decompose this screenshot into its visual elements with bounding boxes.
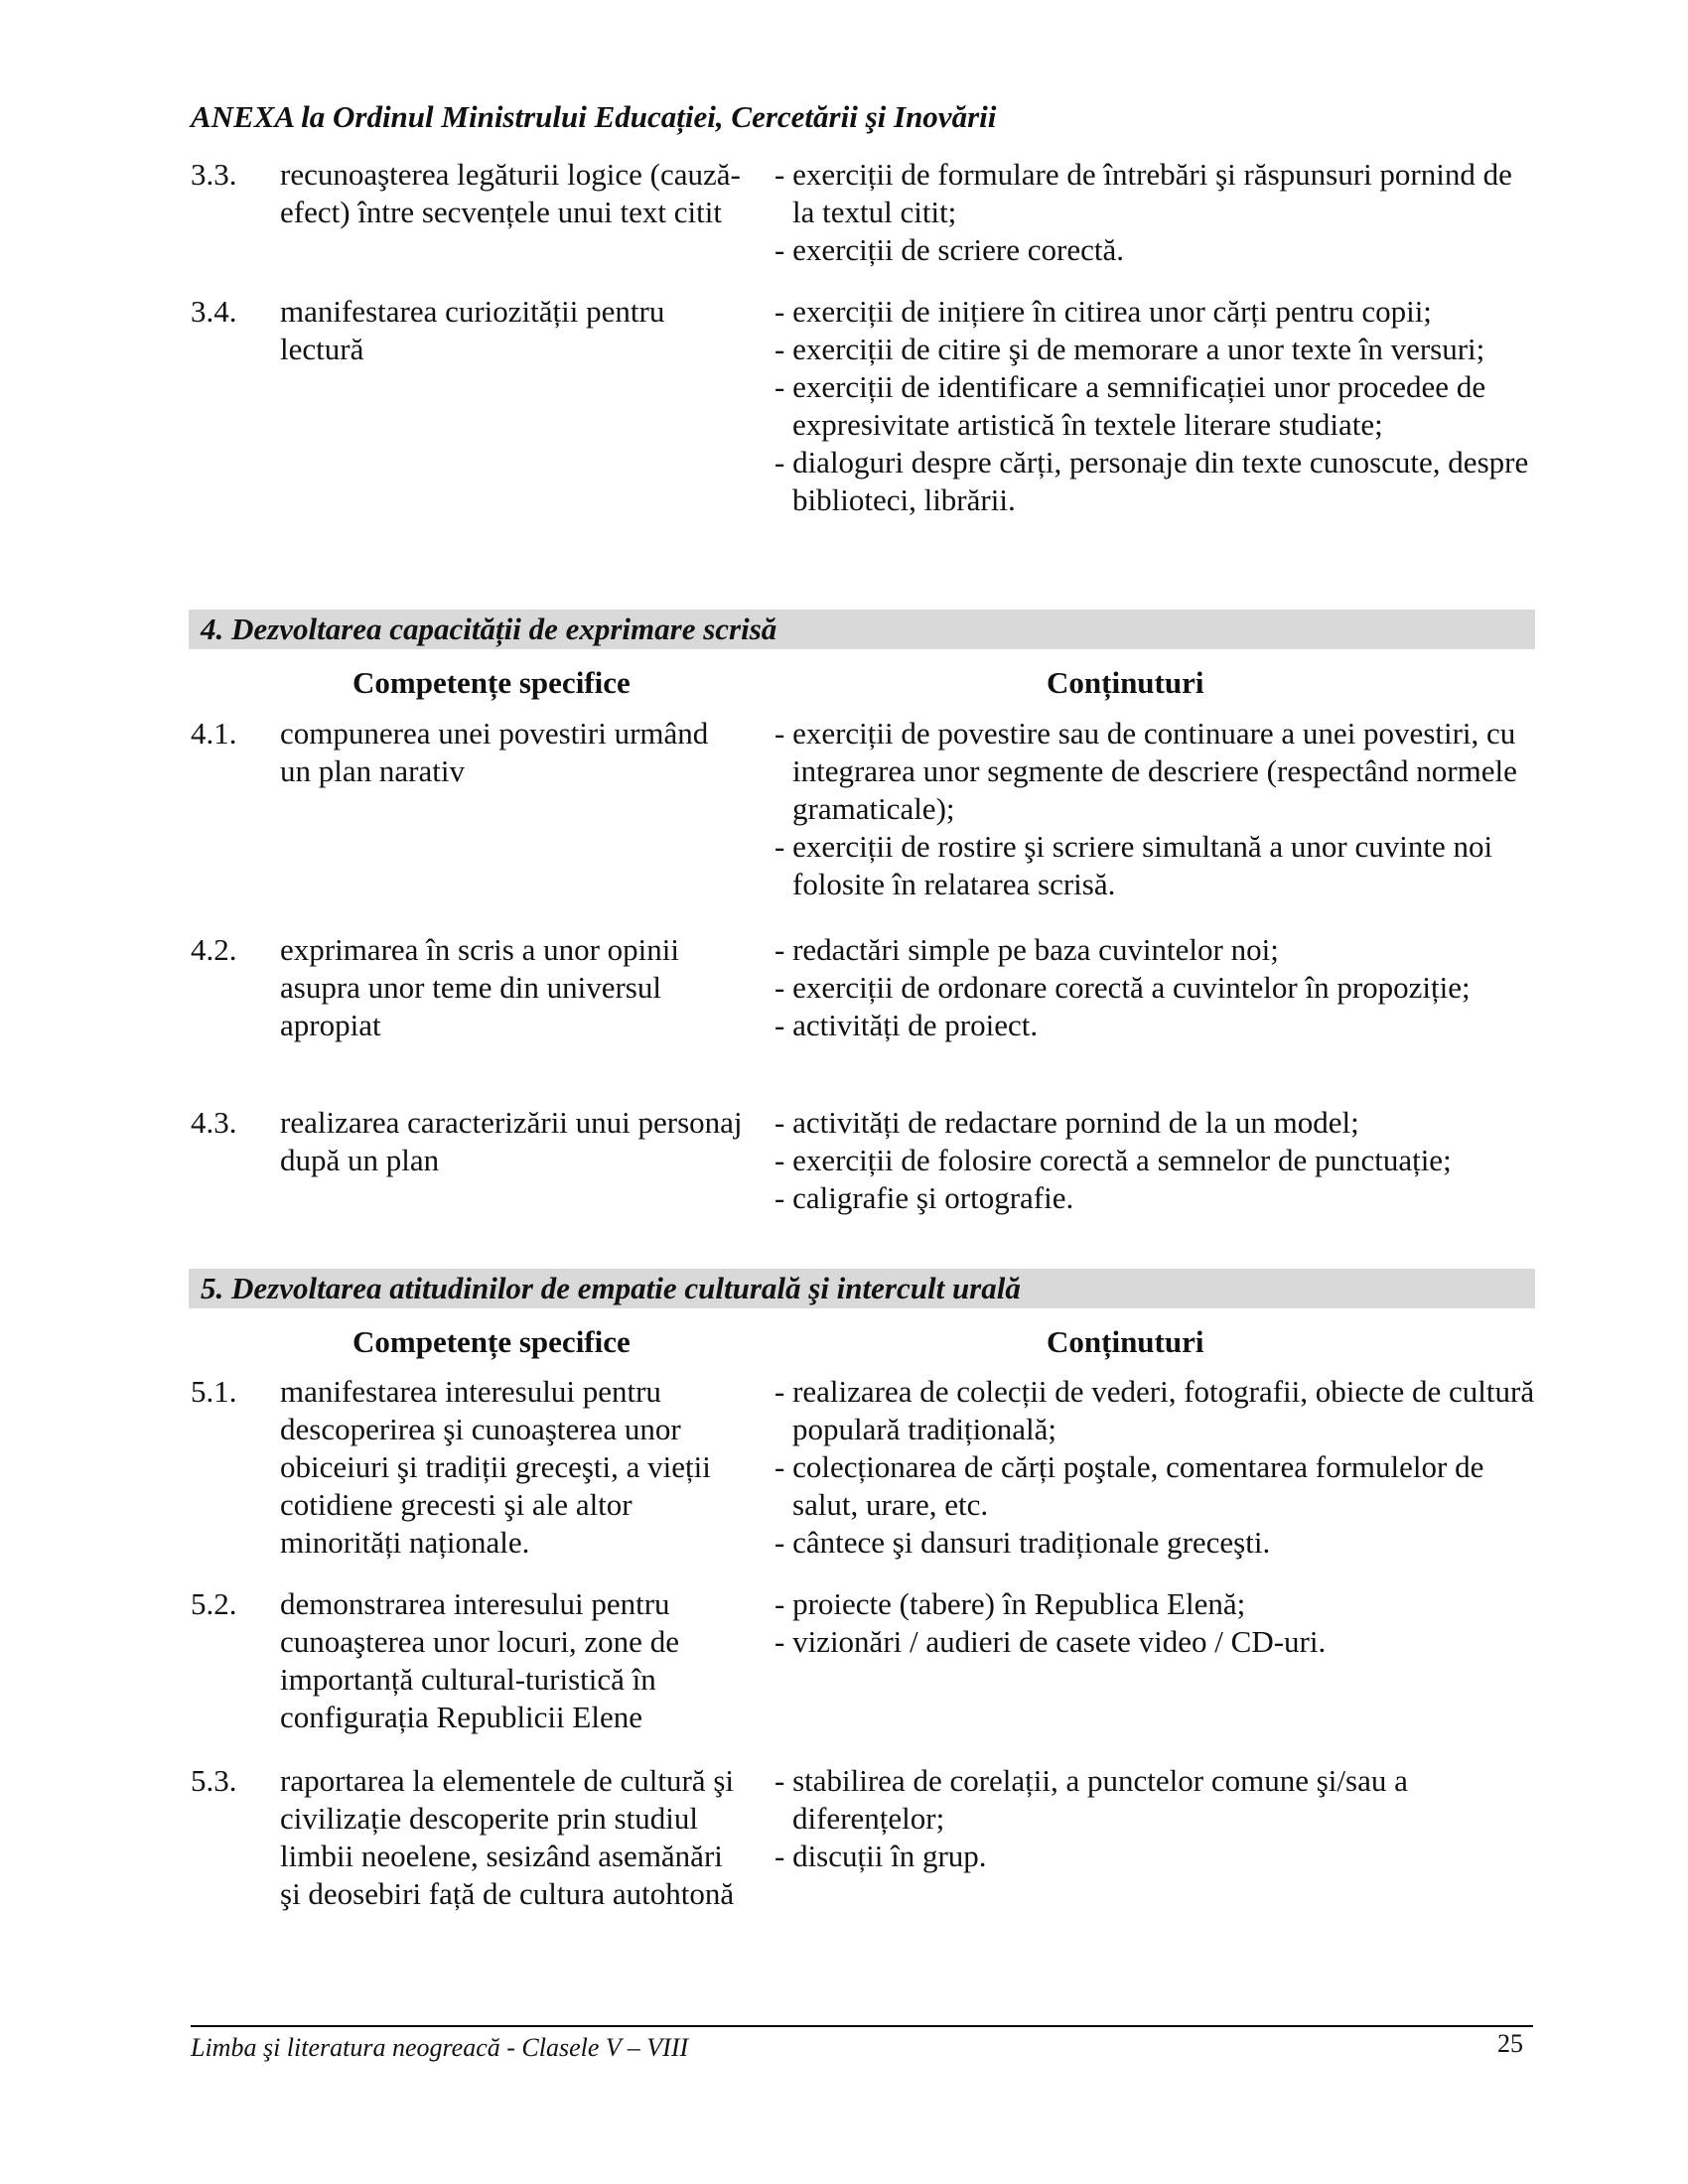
column-header-competence: Competențe specifice: [352, 665, 631, 700]
competence-text: manifestarea interesului pentru descoperirea şi cunoaşterea unor obiceiuri şi tradiții greceşti, a vieții cotidiene grecesti şi ale altor minorități naționale.: [280, 1374, 711, 1560]
table-row: [191, 1373, 1535, 1571]
row-number: 4.2.: [191, 932, 237, 967]
content-item: - colecționarea de cărți poştale, comentarea formulelor de salut, urare, etc.: [774, 1449, 1484, 1522]
content-item: - exerciții de folosire corectă a semnelor de punctuație;: [774, 1143, 1452, 1177]
contents-list: [774, 931, 1539, 1044]
content-item: - proiecte (tabere) în Republica Elenă;: [774, 1586, 1246, 1621]
content-item: - exerciții de ordonare corectă a cuvintelor în propoziție;: [774, 970, 1471, 1005]
page-header: ANEXA la Ordinul Ministrului Educației, Cercetării şi Inovării: [191, 99, 997, 134]
section-heading-bar: [189, 1269, 1535, 1308]
section-heading-bar: [189, 610, 1535, 649]
row-number: 3.4.: [191, 294, 237, 329]
column-header-competence: Competențe specifice: [352, 1324, 631, 1359]
content-item: - exerciții de scriere corectă.: [774, 232, 1124, 267]
content-item: - redactări simple pe baza cuvintelor noi;: [774, 932, 1279, 967]
content-item: - vizionări / audieri de casete video / CD-uri.: [774, 1624, 1327, 1659]
content-item: - cântece şi dansuri tradiționale greceşti.: [774, 1525, 1271, 1560]
contents-list: [774, 715, 1539, 903]
footer-divider: [191, 2025, 1533, 2027]
row-number: 4.3.: [191, 1105, 237, 1140]
table-row: [191, 715, 1531, 903]
table-row: [191, 293, 1531, 561]
competence-text: demonstrarea interesului pentru cunoaşterea unor locuri, zone de importanță cultural-turistică în configurația Republicii Elene: [280, 1586, 679, 1734]
table-row: [191, 931, 1531, 1045]
content-item: - realizarea de colecții de vederi, fotografii, obiecte de cultură populară tradițională;: [774, 1374, 1535, 1446]
content-item: - activități de redactare pornind de la un model;: [774, 1105, 1359, 1140]
content-item: - exerciții de citire şi de memorare a unor texte în versuri;: [774, 332, 1485, 366]
row-number: 5.1.: [191, 1374, 237, 1409]
row-number: 4.1.: [191, 716, 237, 751]
competence-text: recunoaşterea legăturii logice (cauză-efect) între secvențele unui text citit: [280, 157, 741, 229]
contents-list: [774, 1585, 1539, 1661]
content-item: - discuții în grup.: [774, 1839, 987, 1873]
row-number: 5.2.: [191, 1586, 237, 1621]
competence-text: manifestarea curiozității pentru lectură: [280, 294, 665, 366]
column-header-contents: Conținuturi: [1047, 665, 1204, 700]
row-number: 5.3.: [191, 1763, 237, 1798]
section-title: 4. Dezvoltarea capacității de exprimare scrisă: [201, 612, 777, 646]
content-item: - caligrafie şi ortografie.: [774, 1180, 1074, 1215]
content-item: - exerciții de povestire sau de continuare a unei povestiri, cu integrarea unor segmente de descriere (respectând normele gramaticale);: [774, 716, 1517, 826]
contents-list: [774, 156, 1539, 269]
column-header-contents: Conținuturi: [1047, 1324, 1204, 1359]
content-item: - exerciții de rostire şi scriere simultană a unor cuvinte noi folosite în relatarea scrisă.: [774, 829, 1493, 901]
table-row: [191, 156, 1531, 265]
content-item: - exerciții de formulare de întrebări şi răspunsuri pornind de la textul citit;: [774, 157, 1512, 229]
content-item: - activități de proiect.: [774, 1008, 1039, 1042]
contents-list: [774, 293, 1539, 519]
table-row: [191, 1762, 1531, 1961]
contents-list: [774, 1104, 1539, 1217]
table-row: [191, 1104, 1531, 1218]
footer-title: Limba şi literatura neogreacă - Clasele V – VIII: [191, 2033, 689, 2062]
competence-text: compunerea unei povestiri urmând un plan narativ: [280, 716, 709, 788]
content-item: - exerciții de inițiere în citirea unor cărți pentru copii;: [774, 294, 1432, 329]
content-item: - dialoguri despre cărți, personaje din texte cunoscute, despre biblioteci, librării.: [774, 445, 1529, 517]
competence-text: raportarea la elementele de cultură şi civilizație descoperite prin studiul limbii neoelene, sesizând asemănări şi deosebiri față de cultura autohtonă: [280, 1763, 735, 1911]
contents-list: [774, 1373, 1539, 1562]
contents-list: [774, 1762, 1539, 1875]
content-item: - stabilirea de corelații, a punctelor comune şi/sau a diferențelor;: [774, 1763, 1408, 1836]
table-row: [191, 1585, 1531, 1744]
competence-text: realizarea caracterizării unui personaj după un plan: [280, 1105, 743, 1177]
competence-text: exprimarea în scris a unor opinii asupra unor teme din universul apropiat: [280, 932, 680, 1042]
content-item: - exerciții de identificare a semnificației unor procedee de expresivitate artistică în textele literare studiate;: [774, 369, 1486, 442]
section-title: 5. Dezvoltarea atitudinilor de empatie culturală şi intercult urală: [201, 1271, 1021, 1305]
page-number: 25: [1497, 2029, 1523, 2058]
row-number: 3.3.: [191, 157, 237, 192]
